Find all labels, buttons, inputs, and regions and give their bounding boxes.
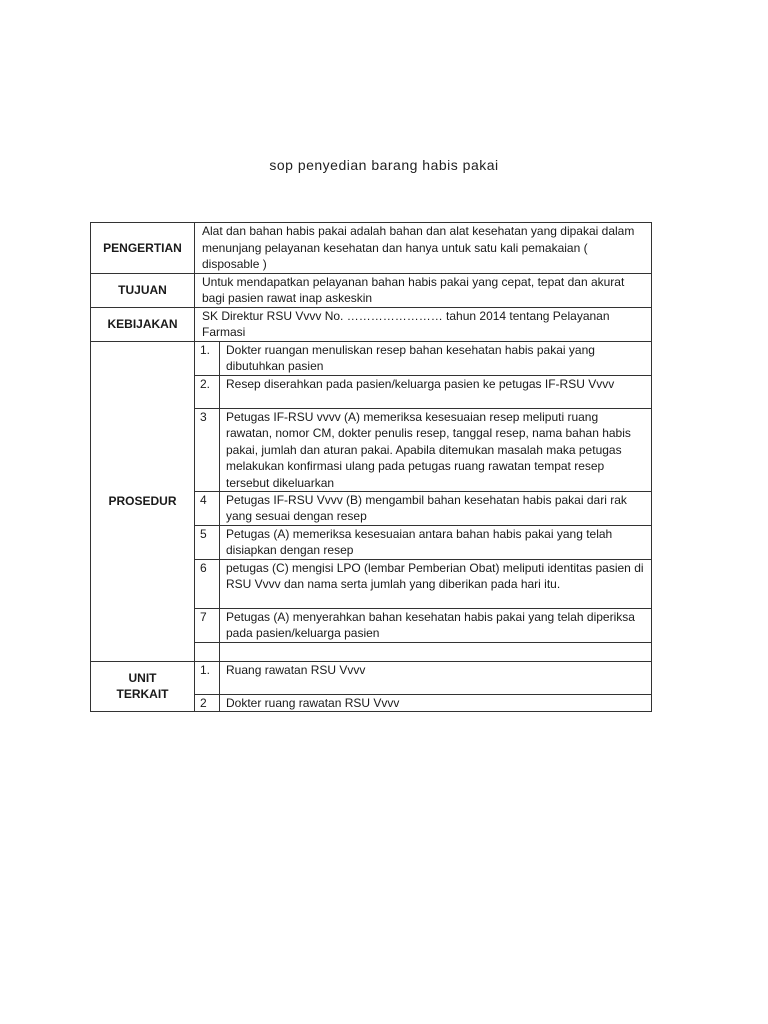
row-tujuan (91, 273, 652, 307)
sop-table (90, 222, 652, 712)
label-kebijakan: KEBIJAKAN (91, 307, 195, 341)
step-number: 7 (195, 608, 220, 642)
step-text: Resep diserahkan pada pasien/keluarga pasien ke petugas IF-RSU Vvvv (220, 375, 652, 408)
step-text: petugas (C) mengisi LPO (lembar Pemberian Obat) meliputi identitas pasien di RSU Vvvv dan nama serta jumlah yang diberikan pada hari itu. (220, 559, 652, 608)
unit-text: Ruang rawatan RSU Vvvv (220, 661, 652, 694)
text-pengertian: Alat dan bahan habis pakai adalah bahan dan alat kesehatan yang dipakai dalam menunjang pelayanan kesehatan dan hanya untuk satu kali pemakaian ( disposable ) (195, 223, 652, 274)
label-tujuan: TUJUAN (91, 273, 195, 307)
step-text-cell (220, 408, 652, 491)
label-unit-terkait: UNIT TERKAIT (91, 661, 195, 712)
text-kebijakan: SK Direktur RSU Vvvv No. …………………… tahun 2014 tentang Pelayanan Farmasi (195, 307, 652, 341)
step-number: 6 (195, 559, 220, 608)
step-text: Petugas IF-RSU vvvv (A) memeriksa kesesuaian resep meliputi ruang rawatan, nomor CM, dokter penulis resep, tanggal resep, nama bahan habis pakai, jumlah dan aturan pakai. Apabila ditemukan masalah maka petugas melakukan konfirmasi ulang pada petugas ruang rawatan tempat resep tersebut dikeluarkan (226, 409, 631, 490)
label-prosedur: PROSEDUR (91, 341, 195, 661)
step-number: 2. (195, 375, 220, 408)
step-number: 3 (195, 408, 220, 491)
step-number: 4 (195, 491, 220, 525)
step-text: Dokter ruangan menuliskan resep bahan kesehatan habis pakai yang dibutuhkan pasien (220, 341, 652, 375)
document-title: sop penyedian barang habis pakai (269, 157, 499, 173)
label-pengertian: PENGERTIAN (91, 223, 195, 274)
step-number: 1. (195, 341, 220, 375)
text-tujuan: Untuk mendapatkan pelayanan bahan habis pakai yang cepat, tepat dan akurat bagi pasien rawat inap askeskin (195, 273, 652, 307)
row-kebijakan (91, 307, 652, 341)
step-number: 5 (195, 525, 220, 559)
unit-number: 1. (195, 661, 220, 694)
step-text: Petugas (A) memeriksa kesesuaian antara bahan habis pakai yang telah disiapkan dengan resep (220, 525, 652, 559)
step-text: Petugas IF-RSU Vvvv (B) mengambil bahan kesehatan habis pakai dari rak yang sesuai dengan resep (220, 491, 652, 525)
step-text: Petugas (A) menyerahkan bahan kesehatan habis pakai yang telah diperiksa pada pasien/keluarga pasien (220, 608, 652, 642)
empty-number-cell (195, 642, 220, 661)
row-pengertian (91, 223, 652, 274)
unit-row (91, 661, 652, 694)
unit-text: Dokter ruang rawatan RSU Vvvv (220, 694, 652, 712)
empty-text-cell (220, 642, 652, 661)
prosedur-step-row (91, 341, 652, 375)
unit-number: 2 (195, 694, 220, 712)
